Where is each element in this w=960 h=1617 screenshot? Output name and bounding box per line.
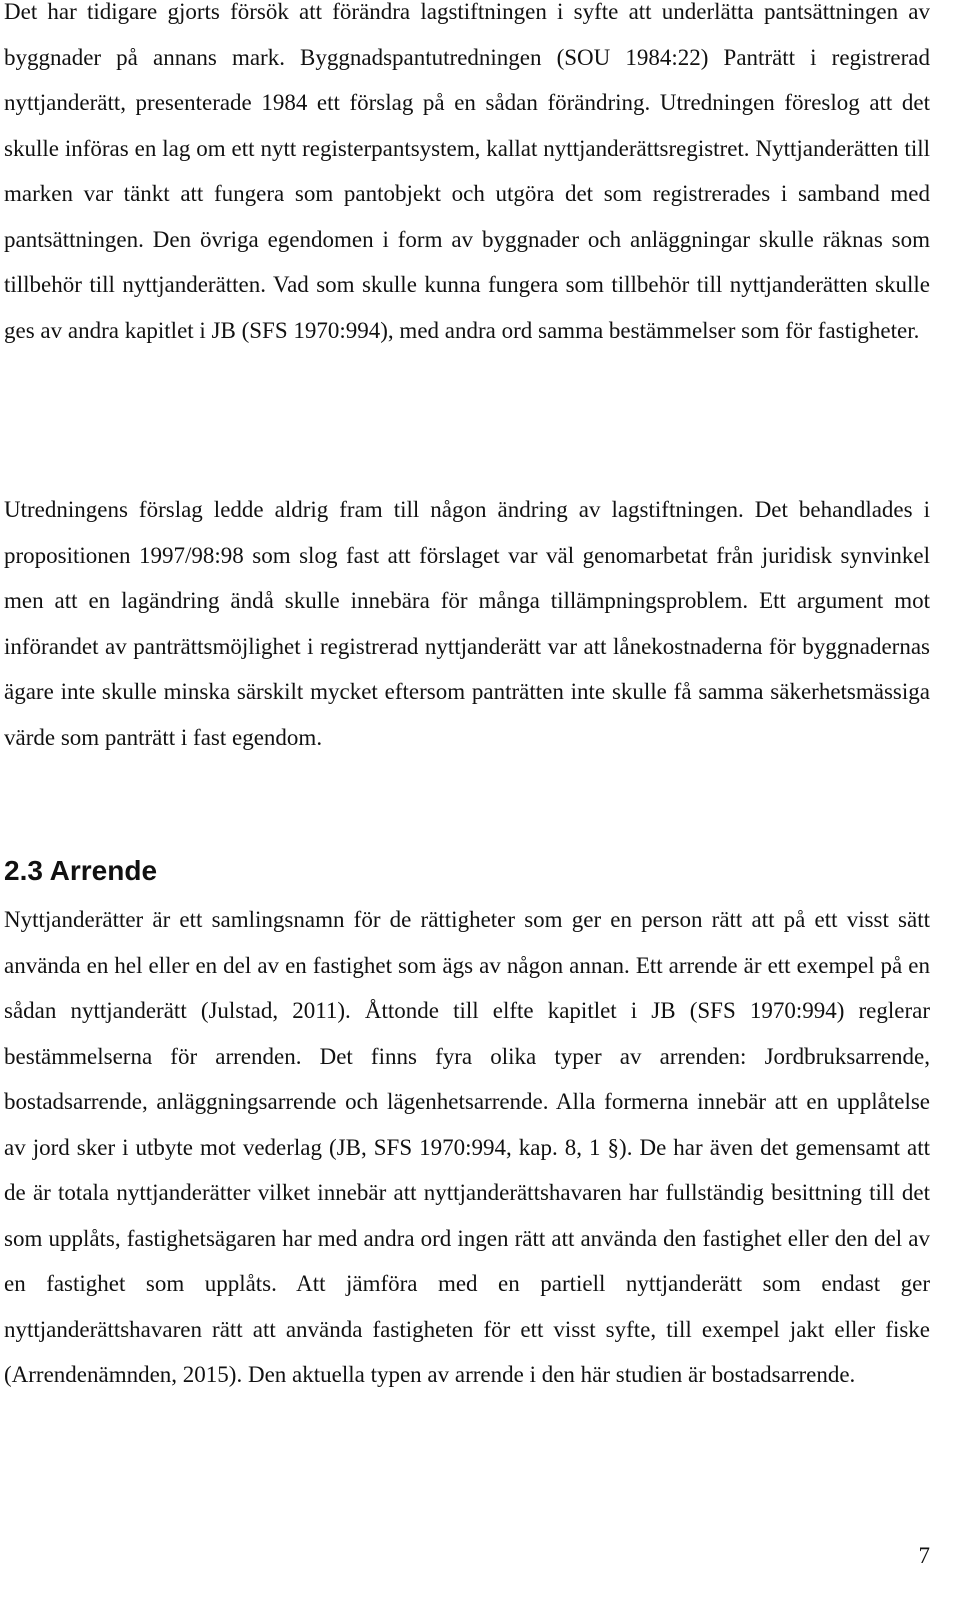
paragraph-pantsattning-history: Det har tidigare gjorts försök att förändra lagstiftningen i syfte att underlätta pantsättningen av byggnader på annans mark. Byggnadspantutredningen (SOU 1984:22) Panträtt i registrerad nyttjanderätt, presenterade 1984 ett förslag på en sådan förändring. Utredningen föreslog att det skulle införas en lag om ett nytt registerpantsystem, kallat nyttjanderättsregistret. Nyttjanderätten till marken var tänkt att fungera som pantobjekt och utgöra det som registrerades i samband med pantsättningen. Den övriga egendomen i form av byggnader och anläggningar skulle räknas som tillbehör till nyttjanderätten. Vad som skulle kunna fungera som tillbehör till nyttjanderätten skulle ges av andra kapitlet i JB (SFS 1970:994), med andra ord samma bestämmelser som för fastigheter. — [4, 0, 930, 343]
paragraph-arrende-definition: Nyttjanderätter är ett samlingsnamn för de rättigheter som ger en person rätt att på ett visst sätt använda en hel eller en del av en fastighet som ägs av någon annan. Ett arrende är ett exempel på en sådan nyttjanderätt (Julstad, 2011). Åttonde till elfte kapitlet i JB (SFS 1970:994) reglerar bestämmelserna för arrenden. Det finns fyra olika typer av arrenden: Jordbruksarrende, bostadsarrende, anläggningsarrende och lägenhetsarrende. Alla formerna innebär att en upplåtelse av jord sker i utbyte mot vederlag (JB, SFS 1970:994, kap. 8, 1 §). De har även det gemensamt att de är totala nyttjanderätter vilket innebär att nyttjanderättshavaren har fullständig besittning till det som upplåts, fastighetsägaren har med andra ord ingen rätt att använda den fastighet eller den del av en fastighet som upplåts. Att jämföra med en partiell nyttjanderätt som endast ger nyttjanderättshavaren rätt att använda fastigheten för ett visst syfte, till exempel jakt eller fiske (Arrendenämnden, 2015). Den aktuella typen av arrende i den här studien är bostadsarrende. — [4, 907, 930, 1387]
paragraph-proposition-outcome: Utredningens förslag ledde aldrig fram till någon ändring av lagstiftningen. Det behandlades i propositionen 1997/98:98 som slog fast att förslaget var väl genomarbetat från juridisk synvinkel men att en lagändring ändå skulle innebära för många tillämpningsproblem. Ett argument mot införandet av panträttsmöjlighet i registrerad nyttjanderätt var att lånekostnaderna för byggnadernas ägare inte skulle minska särskilt mycket eftersom panträtten inte skulle få samma säkerhetsmässiga värde som panträtt i fast egendom. — [4, 497, 930, 750]
page-number: 7 — [918, 1543, 930, 1568]
section-heading: 2.3 Arrende — [4, 855, 158, 886]
